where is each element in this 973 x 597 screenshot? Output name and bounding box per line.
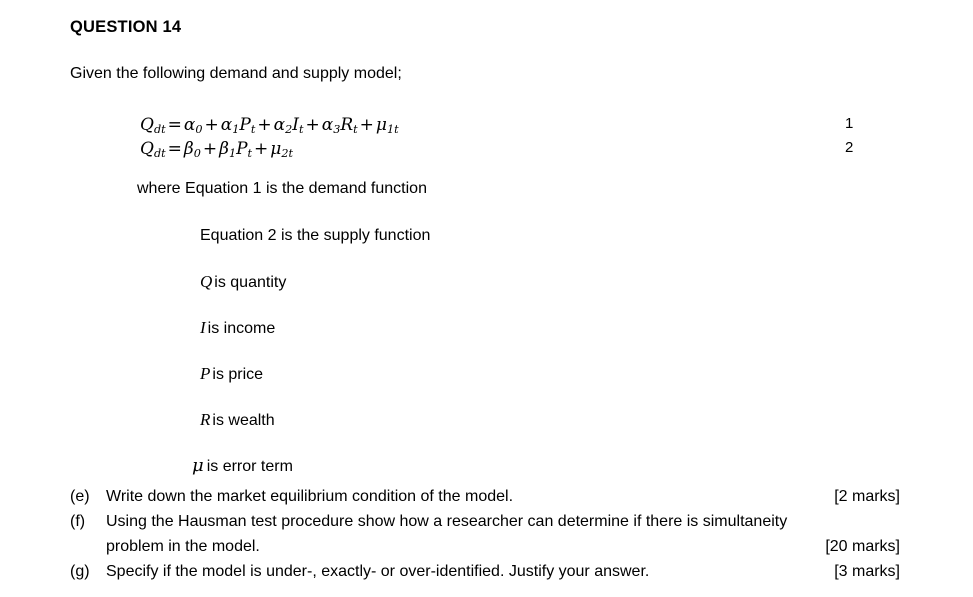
part-label: (f) [70, 513, 86, 530]
part-label: (e) [70, 488, 90, 505]
definition-variable: R [200, 410, 211, 429]
definition-text: is quantity [214, 274, 287, 291]
part-marks: [20 marks] [825, 538, 900, 555]
equation-2-number: 2 [845, 139, 854, 156]
part-marks: [3 marks] [834, 563, 900, 580]
definition-variable: I [200, 318, 206, 337]
equation-row-1 [140, 114, 900, 138]
question-part-f-continuation [70, 538, 900, 563]
equation-block [140, 114, 900, 162]
where-line: where Equation 1 is the demand function [137, 180, 427, 197]
part-text: Using the Hausman test procedure show how a researcher can determine if there is simultaneity [106, 513, 788, 530]
definition-variable: μ [192, 455, 204, 476]
definition-text: is income [207, 320, 276, 337]
part-label: (g) [70, 563, 90, 580]
definition-item-equation2 [200, 226, 430, 272]
equation-1-number: 1 [845, 115, 854, 132]
question-heading: QUESTION 14 [70, 18, 182, 36]
equation-1-lhs: $Q_{dt}$ [140, 115, 166, 137]
part-text: Specify if the model is under-, exactly- or over-identified. Justify your answer. [106, 563, 650, 580]
definition-variable: P [200, 364, 211, 383]
definition-list [192, 226, 431, 502]
equation-2-math: $Q_{dt} = \beta_0 + \beta_1P_t + \mu_{2t}$ [140, 139, 294, 161]
part-marks: [2 marks] [834, 488, 900, 505]
definition-text: is wealth [212, 412, 275, 429]
definition-text: Equation 2 is the supply function [200, 227, 431, 244]
definition-item-income [200, 318, 430, 364]
intro-text: Given the following demand and supply model; [70, 65, 402, 82]
definition-variable: Q [200, 272, 213, 291]
question-part-e [70, 488, 900, 513]
equation-2-lhs: $Q_{dt}$ [140, 139, 166, 161]
definition-item-price [200, 364, 430, 410]
definition-item-quantity [200, 272, 430, 318]
part-text: problem in the model. [106, 538, 260, 555]
definition-text: is price [212, 366, 264, 383]
equation-row-2 [140, 138, 900, 162]
question-part-g [70, 563, 900, 588]
definition-item-wealth [200, 410, 430, 456]
question-part-f [70, 513, 900, 538]
definition-text: is error term [206, 458, 293, 475]
question-parts [70, 488, 900, 588]
part-text: Write down the market equilibrium condition of the model. [106, 488, 514, 505]
equation-1-math: $Q_{dt} = \alpha_0 + \alpha_1P_t + \alpha_2I_t + \alpha_3R_t + \mu_{1t}$ [140, 115, 399, 137]
